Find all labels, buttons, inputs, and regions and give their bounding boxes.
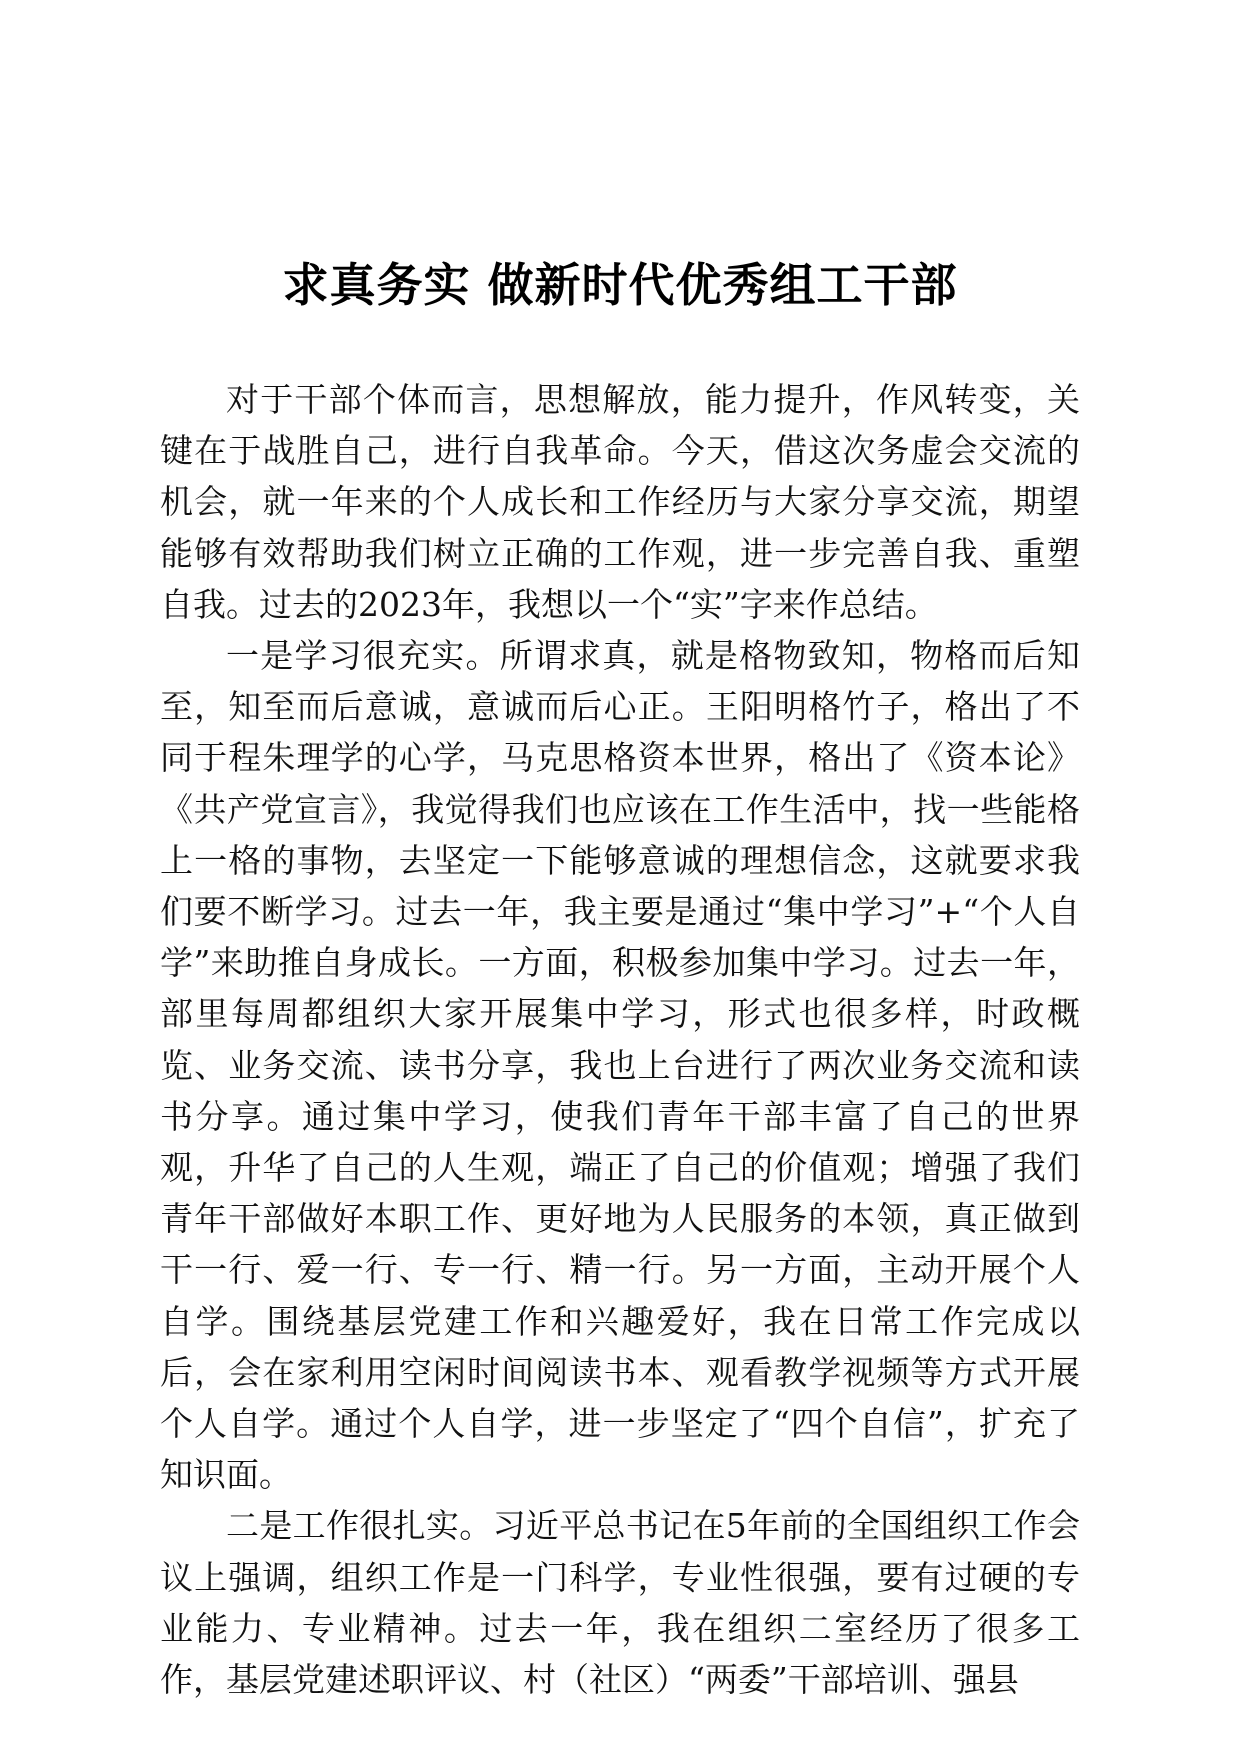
document-title: 求真务实 做新时代优秀组工干部 [282,258,958,312]
document-body [160,374,1080,1705]
paragraph-work: 二是工作很扎实。习近平总书记在5年前的全国组织工作会议上强调，组织工作是一门科学，专业性很强，要有过硬的专业能力、专业精神。过去一年，我在组织二室经历了很多工作，基层党建述职评议、村（社区）“两委”干部培训、强县 [160,1506,1080,1700]
paragraph-intro: 对于干部个体而言，思想解放，能力提升，作风转变，关键在于战胜自己，进行自我革命。今天，借这次务虚会交流的机会，就一年来的个人成长和工作经历与大家分享交流，期望能够有效帮助我们树立正确的工作观，进一步完善自我、重塑自我。过去的2023年，我想以一个“实”字来作总结。 [160,380,1080,624]
paragraph-study: 一是学习很充实。所谓求真，就是格物致知，物格而后知至，知至而后意诚，意诚而后心正。王阳明格竹子，格出了不同于程朱理学的心学，马克思格资本世界，格出了《资本论》《共产党宣言》，我觉得我们也应该在工作生活中，找一些能格上一格的事物，去坚定一下能够意诚的理想信念，这就要求我们要不断学习。过去一年，我主要是通过“集中学习”+“个人自学”来助推自身成长。一方面，积极参加集中学习。过去一年，部里每周都组织大家开展集中学习，形式也很多样，时政概览、业务交流、读书分享，我也上台进行了两次业务交流和读书分享。通过集中学习，使我们青年干部丰富了自己的世界观，升华了自己的人生观，端正了自己的价值观；增强了我们青年干部做好本职工作、更好地为人民服务的本领，真正做到干一行、爱一行、专一行、精一行。另一方面，主动开展个人自学。围绕基层党建工作和兴趣爱好，我在日常工作完成以后，会在家利用空闲时间阅读书本、观看教学视频等方式开展个人自学。通过个人自学，进一步坚定了“四个自信”，扩充了知识面。 [160,636,1080,1495]
